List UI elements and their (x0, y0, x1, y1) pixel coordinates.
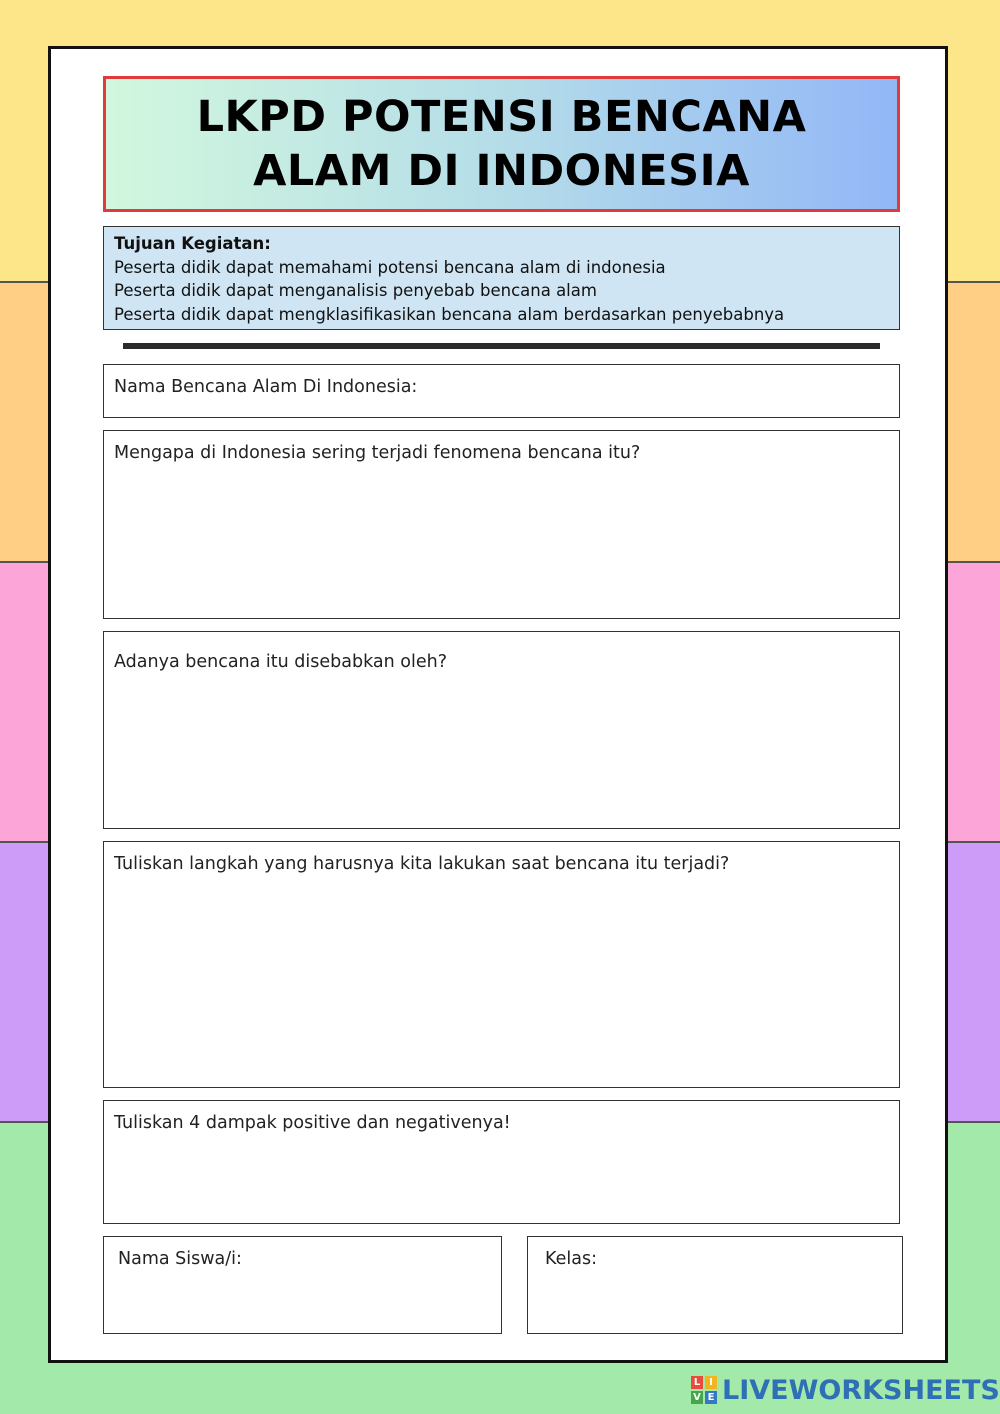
logo-letter: E (705, 1391, 717, 1404)
logo-letter: V (691, 1391, 703, 1404)
why-frequent-answer-box[interactable] (103, 430, 900, 619)
disaster-name-label: Nama Bencana Alam Di Indonesia: (114, 377, 418, 397)
liveworksheets-logo-icon (690, 1375, 718, 1405)
logo-letter: I (705, 1376, 717, 1389)
student-name-field[interactable] (103, 1236, 502, 1334)
liveworksheets-branding[interactable] (690, 1372, 1000, 1408)
disaster-name-field[interactable] (103, 364, 900, 418)
logo-letter: L (691, 1376, 703, 1389)
goals-box (103, 226, 900, 330)
caused-by-question: Adanya bencana itu disebabkan oleh? (114, 652, 448, 672)
steps-answer-box[interactable] (103, 841, 900, 1088)
page-title: LKPD POTENSI BENCANA ALAM DI INDONESIA (196, 92, 807, 196)
class-field[interactable] (527, 1236, 903, 1334)
worksheet-page (48, 46, 948, 1363)
title-banner (103, 76, 900, 212)
impacts-answer-box[interactable] (103, 1100, 900, 1224)
steps-question: Tuliskan langkah yang harusnya kita lakukan saat bencana itu terjadi? (114, 854, 730, 874)
why-frequent-question: Mengapa di Indonesia sering terjadi fenomena bencana itu? (114, 443, 641, 463)
impacts-question: Tuliskan 4 dampak positive dan negativenya! (114, 1113, 511, 1133)
goal-item: Peserta didik dapat menganalisis penyebab bencana alam (114, 281, 597, 300)
class-label: Kelas: (545, 1249, 597, 1269)
goals-heading: Tujuan Kegiatan: (114, 234, 271, 253)
goal-item: Peserta didik dapat mengklasifikasikan bencana alam berdasarkan penyebabnya (114, 304, 785, 324)
goal-item: Peserta didik dapat memahami potensi bencana alam di indonesia (114, 257, 666, 277)
section-divider (123, 343, 880, 349)
liveworksheets-wordmark: LIVEWORKSHEETS (722, 1374, 1000, 1406)
student-name-label: Nama Siswa/i: (118, 1249, 242, 1269)
caused-by-answer-box[interactable] (103, 631, 900, 829)
